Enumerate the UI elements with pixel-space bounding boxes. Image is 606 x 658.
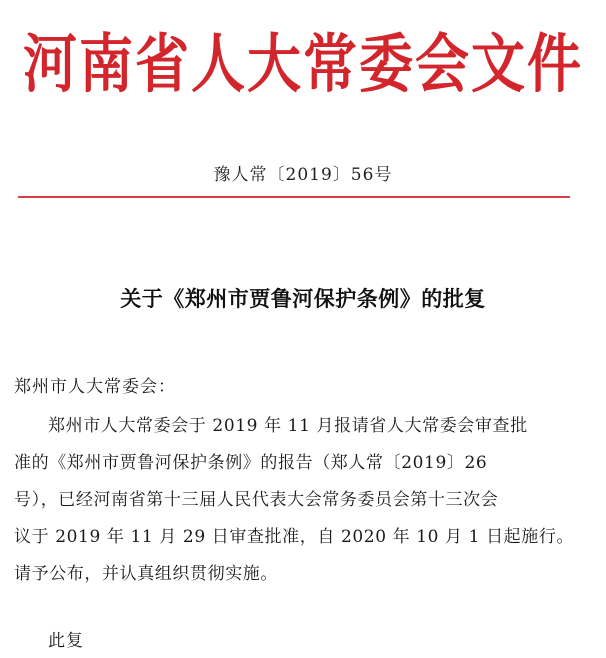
body-line-3: 号），已经河南省第十三届人民代表大会常务委员会第十三次会 xyxy=(14,490,499,510)
body-text xyxy=(14,408,575,593)
body-line-5: 请予公布，并认真组织贯彻实施。 xyxy=(14,564,278,584)
document-number: 豫人常〔2019〕56号 xyxy=(213,165,393,185)
red-divider xyxy=(18,196,570,198)
addressee: 郑州市人大常委会： xyxy=(14,377,176,397)
body-line-1: 郑州市人大常委会于 2019 年 11 月报请省人大常委会审查批 xyxy=(48,416,528,436)
body-line-4: 议于 2019 年 11 月 29 日审查批准，自 2020 年 10 月 1 日起施行。 xyxy=(14,527,575,547)
document-header-title: 河南省人大常委会文件 xyxy=(23,26,583,102)
body-line-2: 准的《郑州市贾鲁河保护条例》的报告（郑人常〔2019〕26 xyxy=(14,453,488,473)
closing-text: 此复 xyxy=(48,631,84,651)
document-title: 关于《郑州市贾鲁河保护条例》的批复 xyxy=(120,287,486,311)
